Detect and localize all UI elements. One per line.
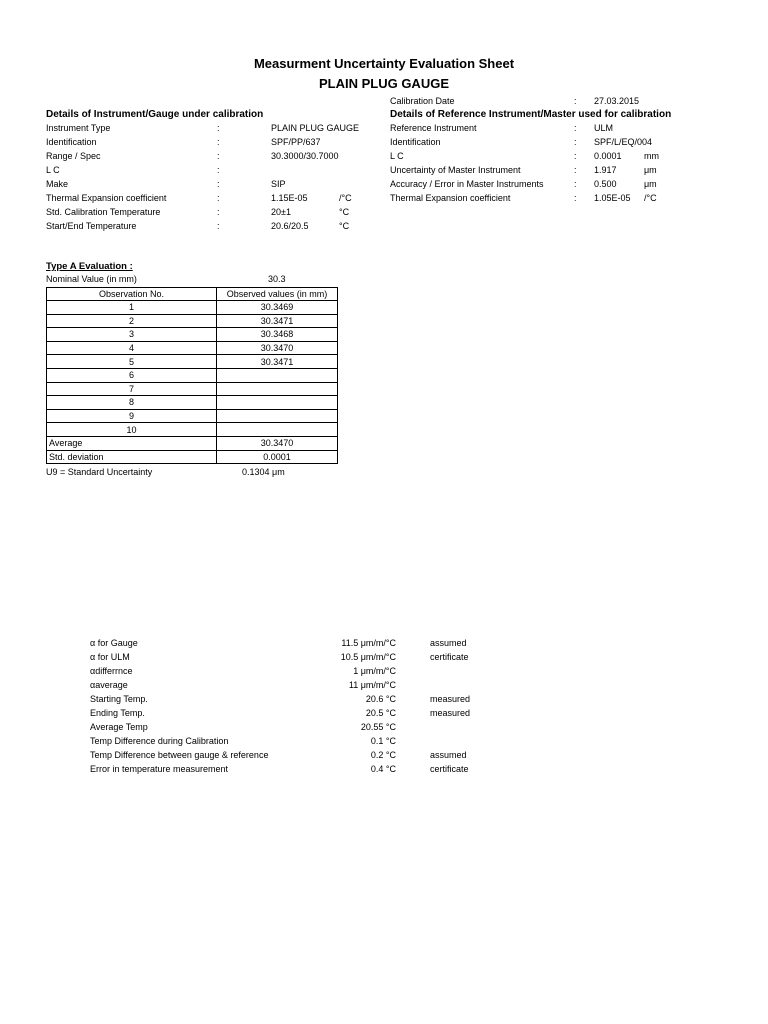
table-row bbox=[47, 423, 338, 437]
reference-field-unit: μm bbox=[644, 179, 657, 189]
type-a-heading: Type A Evaluation : bbox=[46, 261, 133, 272]
calibration-date-sep: : bbox=[574, 96, 577, 106]
instrument-field-label: Thermal Expansion coefficient bbox=[46, 193, 167, 203]
instrument-field-unit: °C bbox=[339, 207, 350, 217]
observed-value-cell: 30.3471 bbox=[217, 314, 338, 328]
reference-field-label: Reference Instrument bbox=[390, 123, 477, 133]
parameter-label: α for Gauge bbox=[90, 638, 138, 648]
instrument-details-heading: Details of Instrument/Gauge under calibration bbox=[46, 109, 264, 120]
field-separator: : bbox=[217, 151, 220, 161]
parameter-value: 20.6 °C bbox=[365, 694, 396, 704]
nominal-value: 30.3 bbox=[268, 274, 286, 284]
parameter-label: Temp Difference between gauge & reference bbox=[90, 750, 269, 760]
instrument-field-value: 30.3000/30.7000 bbox=[271, 151, 339, 161]
instrument-field-value: PLAIN PLUG GAUGE bbox=[271, 123, 360, 133]
page-subtitle: PLAIN PLUG GAUGE bbox=[318, 76, 449, 91]
parameter-label: Error in temperature measurement bbox=[90, 764, 229, 774]
table-row bbox=[47, 314, 338, 328]
observation-number-cell: 1 bbox=[47, 301, 217, 315]
observation-no-header: Observation No. bbox=[47, 288, 217, 301]
parameter-note: measured bbox=[430, 694, 471, 704]
instrument-field-value: 20±1 bbox=[271, 207, 291, 217]
observation-number-cell: 8 bbox=[47, 396, 217, 410]
parameter-value: 20.5 °C bbox=[365, 708, 396, 718]
parameter-value: 0.4 °C bbox=[370, 764, 396, 774]
instrument-field-label: Range / Spec bbox=[46, 151, 101, 161]
parameter-label: Temp Difference during Calibration bbox=[90, 736, 229, 746]
field-separator: : bbox=[217, 123, 220, 133]
observation-number-cell: 9 bbox=[47, 409, 217, 423]
instrument-field-label: Instrument Type bbox=[46, 123, 111, 133]
field-separator: : bbox=[574, 137, 577, 147]
reference-field-value: 0.0001 bbox=[594, 151, 622, 161]
table-header-row bbox=[47, 288, 338, 301]
standard-uncertainty-value: 0.1304 μm bbox=[242, 467, 285, 477]
reference-field-label: Uncertainty of Master Instrument bbox=[390, 165, 521, 175]
parameter-note: assumed bbox=[430, 750, 467, 760]
field-separator: : bbox=[217, 207, 220, 217]
observation-number-cell: 6 bbox=[47, 368, 217, 382]
table-row bbox=[47, 368, 338, 382]
parameter-label: Starting Temp. bbox=[90, 694, 148, 704]
observation-number-cell: 3 bbox=[47, 328, 217, 342]
parameter-value: 0.1 °C bbox=[370, 736, 396, 746]
observed-value-cell: 0.0001 bbox=[217, 450, 338, 464]
observed-value-cell bbox=[217, 409, 338, 423]
reference-field-label: L C bbox=[390, 151, 404, 161]
instrument-field-value: SIP bbox=[271, 179, 286, 189]
instrument-field-label: Identification bbox=[46, 137, 97, 147]
parameter-note: certificate bbox=[430, 764, 469, 774]
instrument-field-label: Start/End Temperature bbox=[46, 221, 137, 231]
field-separator: : bbox=[217, 179, 220, 189]
calibration-date-label: Calibration Date bbox=[390, 96, 455, 106]
parameter-value: 20.55 °C bbox=[360, 722, 396, 732]
parameter-value: 11.5 μm/m/°C bbox=[341, 638, 396, 648]
field-separator: : bbox=[574, 123, 577, 133]
parameter-value: 0.2 °C bbox=[370, 750, 396, 760]
reference-field-label: Identification bbox=[390, 137, 441, 147]
instrument-field-value: 20.6/20.5 bbox=[271, 221, 309, 231]
average-row bbox=[47, 436, 338, 450]
parameter-label: αdifferrnce bbox=[90, 666, 133, 676]
table-row bbox=[47, 301, 338, 315]
std-deviation-row bbox=[47, 450, 338, 464]
observed-value-cell: 30.3470 bbox=[217, 341, 338, 355]
observation-table bbox=[46, 287, 338, 464]
field-separator: : bbox=[217, 137, 220, 147]
parameter-value: 10.5 μm/m/°C bbox=[340, 652, 396, 662]
parameter-note: certificate bbox=[430, 652, 469, 662]
instrument-field-value: SPF/PP/637 bbox=[271, 137, 321, 147]
reference-details-heading: Details of Reference Instrument/Master used for calibration bbox=[390, 109, 672, 120]
observation-number-cell: 5 bbox=[47, 355, 217, 369]
reference-field-value: 1.917 bbox=[594, 165, 617, 175]
observed-value-cell bbox=[217, 396, 338, 410]
instrument-field-unit: °C bbox=[339, 221, 350, 231]
instrument-field-value: 1.15E-05 bbox=[271, 193, 308, 203]
observation-number-cell: Average bbox=[47, 436, 217, 450]
parameter-label: αaverage bbox=[90, 680, 128, 690]
observation-number-cell: 10 bbox=[47, 423, 217, 437]
calibration-date-value: 27.03.2015 bbox=[594, 96, 640, 106]
parameter-note: assumed bbox=[430, 638, 467, 648]
field-separator: : bbox=[217, 221, 220, 231]
observation-number-cell: Std. deviation bbox=[47, 450, 217, 464]
field-separator: : bbox=[217, 165, 220, 175]
observed-values-header: Observed values (in mm) bbox=[217, 288, 338, 301]
table-row bbox=[47, 396, 338, 410]
parameter-label: α for ULM bbox=[90, 652, 130, 662]
reference-field-value: 0.500 bbox=[594, 179, 617, 189]
table-row bbox=[47, 355, 338, 369]
observed-value-cell: 30.3470 bbox=[217, 436, 338, 450]
parameter-value: 11 μm/m/°C bbox=[348, 680, 396, 690]
reference-field-label: Accuracy / Error in Master Instruments bbox=[390, 179, 544, 189]
parameter-label: Ending Temp. bbox=[90, 708, 145, 718]
table-row bbox=[47, 409, 338, 423]
observed-value-cell: 30.3471 bbox=[217, 355, 338, 369]
parameter-value: 1 μm/m/°C bbox=[353, 666, 396, 676]
reference-field-value: 1.05E-05 bbox=[594, 193, 631, 203]
table-row bbox=[47, 341, 338, 355]
page-title: Measurment Uncertainty Evaluation Sheet bbox=[253, 56, 515, 71]
table-row bbox=[47, 382, 338, 396]
field-separator: : bbox=[574, 179, 577, 189]
field-separator: : bbox=[574, 193, 577, 203]
instrument-field-unit: /°C bbox=[339, 193, 352, 203]
reference-field-unit: /°C bbox=[644, 193, 657, 203]
instrument-field-label: L C bbox=[46, 165, 60, 175]
parameter-note: measured bbox=[430, 708, 471, 718]
standard-uncertainty-label: U9 = Standard Uncertainty bbox=[46, 467, 153, 477]
observation-number-cell: 2 bbox=[47, 314, 217, 328]
table-row bbox=[47, 328, 338, 342]
field-separator: : bbox=[217, 193, 220, 203]
reference-field-unit: μm bbox=[644, 165, 657, 175]
observed-value-cell bbox=[217, 368, 338, 382]
field-separator: : bbox=[574, 151, 577, 161]
observed-value-cell: 30.3469 bbox=[217, 301, 338, 315]
field-separator: : bbox=[574, 165, 577, 175]
reference-field-label: Thermal Expansion coefficient bbox=[390, 193, 511, 203]
observed-value-cell bbox=[217, 382, 338, 396]
nominal-value-label: Nominal Value (in mm) bbox=[46, 274, 137, 284]
observed-value-cell: 30.3468 bbox=[217, 328, 338, 342]
instrument-field-label: Make bbox=[46, 179, 69, 189]
observed-value-cell bbox=[217, 423, 338, 437]
observation-number-cell: 4 bbox=[47, 341, 217, 355]
parameter-label: Average Temp bbox=[90, 722, 148, 732]
reference-field-unit: mm bbox=[644, 151, 659, 161]
observation-number-cell: 7 bbox=[47, 382, 217, 396]
instrument-field-label: Std. Calibration Temperature bbox=[46, 207, 161, 217]
reference-field-value: ULM bbox=[594, 123, 614, 133]
reference-field-value: SPF/L/EQ/004 bbox=[594, 137, 653, 147]
